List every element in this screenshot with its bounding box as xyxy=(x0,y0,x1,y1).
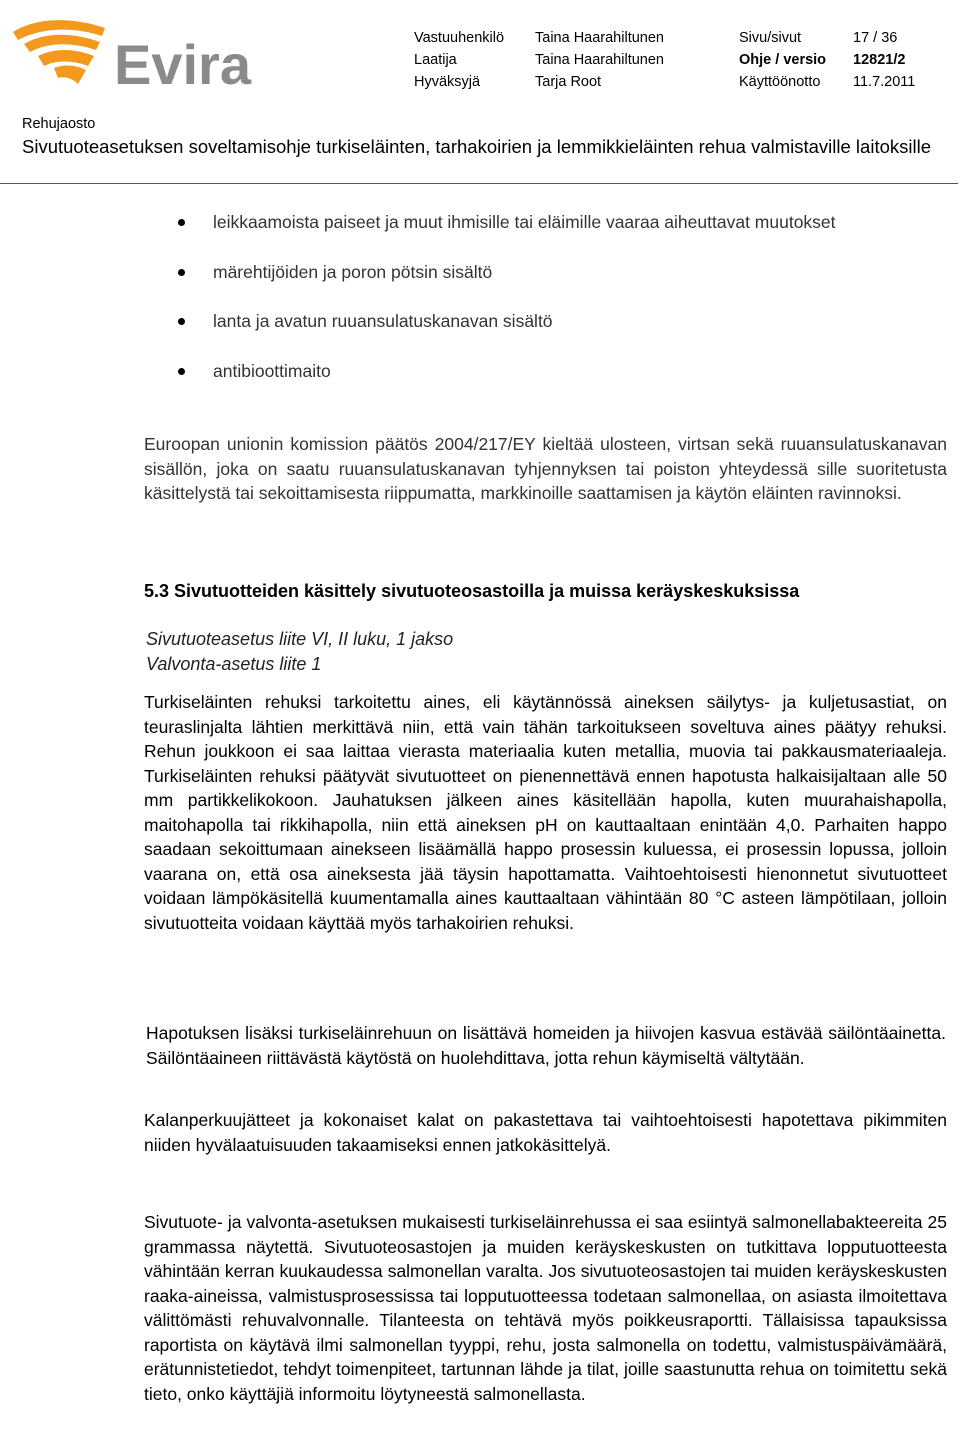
body-paragraph: Sivutuote- ja valvonta-asetuksen mukaisesti turkiseläinrehussa ei saa esiintyä salmonellabakteereita 25 grammassa näytettä. Sivutuoteosastojen ja muiden keräyskeskusten on tutkittava lopputuotteesta vähintään kerran kuukaudessa salmonellan varalta. Jos sivutuoteosastojen tai muiden keräyskeskusten raaka-aineissa, valmistusprosessissa tai lopputuotteessa todetaan salmonellaa, on asiasta ilmoitettava välittömästi rehuvalvonnalle. Tilanteesta on tehtävä myös poikkeusraportti. Tällaisissa tapauksissa raportista on käytävä ilmi salmonellan tyyppi, rehu, josta salmonella on todettu, valmistuspäivämäärä, erätunnistetiedot, tehdyt toimenpiteet, tartunnan lähde ja tilat, joille saastunutta rehua on toimitettu sekä tieto, onko käyttäjiä informoitu löytyneestä salmonellasta. xyxy=(144,1212,947,1404)
document-title: Sivutuoteasetuksen soveltamisohje turkiseläinten, tarhakoirien ja lemmikkieläinten rehua valmistaville laitoksille xyxy=(22,136,931,157)
excluded-materials-list xyxy=(178,210,948,408)
section-heading: 5.3 Sivutuotteiden käsittely sivutuoteosastoilla ja muissa keräyskeskuksissa xyxy=(144,581,800,601)
meta-key: Ohje / versio xyxy=(739,52,827,68)
meta-row-approver xyxy=(414,71,923,93)
list-item: leikkaamoista paiseet ja muut ihmisille tai eläimille vaaraa aiheuttavat muutokset xyxy=(178,210,948,235)
meta-key: Sivu/sivut xyxy=(739,30,802,46)
logo-wordmark: Evira xyxy=(114,33,251,90)
eu-decision-paragraph: Euroopan unionin komission päätös 2004/217/EY kieltää ulosteen, virtsan sekä ruuansulatuskanavan sisällön, joka on saatu ruuansulatuskanavan tyhjennyksen tai poiston yhteydessä sille suoritetusta käsittelystä tai sekoittamisesta riippumatta, markkinoille saattamisen ja käytön eläinten ravinnoksi. xyxy=(144,434,947,503)
list-item: märehtijöiden ja poron pötsin sisältö xyxy=(178,260,948,285)
meta-name: Taina Haarahiltunen xyxy=(535,30,664,46)
header-divider xyxy=(0,183,958,184)
bullet-icon xyxy=(178,318,185,325)
legal-reference: Sivutuoteasetus liite VI, II luku, 1 jakso xyxy=(146,629,454,649)
body-paragraph: Kalanperkuujätteet ja kokonaiset kalat on pakastettava tai vaihtoehtoisesti hapotettava pikimmiten niiden hyvälaatuisuuden takaamiseksi ennen jatkokäsittelyä. xyxy=(144,1110,947,1155)
list-item: antibioottimaito xyxy=(178,359,948,384)
legal-reference: Valvonta-asetus liite 1 xyxy=(146,654,322,674)
meta-label: Vastuuhenkilö xyxy=(414,30,505,46)
meta-name: Tarja Root xyxy=(535,74,602,90)
body-paragraph: Hapotuksen lisäksi turkiseläinrehuun on lisättävä homeiden ja hiivojen kasvua estävää säilöntäainetta. Säilöntäaineen riittävästä käytöstä on huolehdittava, jotta rehun käymiseltä vältytään. xyxy=(146,1023,946,1068)
meta-row-author xyxy=(414,49,923,71)
meta-label: Hyväksyjä xyxy=(414,74,481,90)
meta-key: Käyttöönotto xyxy=(739,74,821,90)
meta-value: 12821/2 xyxy=(853,52,906,68)
bullet-icon xyxy=(178,219,185,226)
meta-row-responsible xyxy=(414,27,923,49)
meta-name: Taina Haarahiltunen xyxy=(535,52,664,68)
department-name: Rehujaosto xyxy=(22,116,96,132)
body-paragraph: Turkiseläinten rehuksi tarkoitettu aines, eli käytännössä aineksen säilytys- ja kuljetusastiat, on teuraslinjalta lähtien merkittävä niin, että vain tähän tarkoitukseen soveltuva aines päätyy rehuksi. Rehun joukkoon ei saa laittaa vierasta materiaalia kuten metallia, muovia tai pakkausmateriaaleja. Turkiseläinten rehuksi päätyvät sivutuotteet on pienennettävä ennen hapotusta halkaisijaltaan alle 50 mm partikkelikokoon. Jauhatuksen jälkeen aines käsitellään hapolla, kuten muurahaishapolla, maitohapolla tai rikkihapolla, niin että aineksen pH on kauttaaltaan enintään 4,0. Parhaiten happo saadaan sekoittumaan ainekseen lisäämällä happo prosessin kuluessa, ei prosessin lopussa, jolloin vaarana on, että osa aineksesta jää täysin hapottamatta. Vaihtoehtoisesti hienonnetut sivutuotteet voidaan lämpökäsitellä kuumentamalla aines kauttaaltaan vähintään 80 °C asteen lämpötilaan, jolloin sivutuotteita voidaan käyttää myös tarhakoirien rehuksi. xyxy=(144,692,947,933)
meta-value: 17 / 36 xyxy=(853,30,898,46)
bullet-icon xyxy=(178,269,185,276)
bullet-icon xyxy=(178,368,185,375)
evira-logo xyxy=(10,10,265,90)
list-item: lanta ja avatun ruuansulatuskanavan sisältö xyxy=(178,309,948,334)
document-meta-table xyxy=(414,27,923,93)
meta-value: 11.7.2011 xyxy=(853,74,916,90)
meta-label: Laatija xyxy=(414,52,457,68)
logo-swoosh-icon xyxy=(13,20,105,84)
